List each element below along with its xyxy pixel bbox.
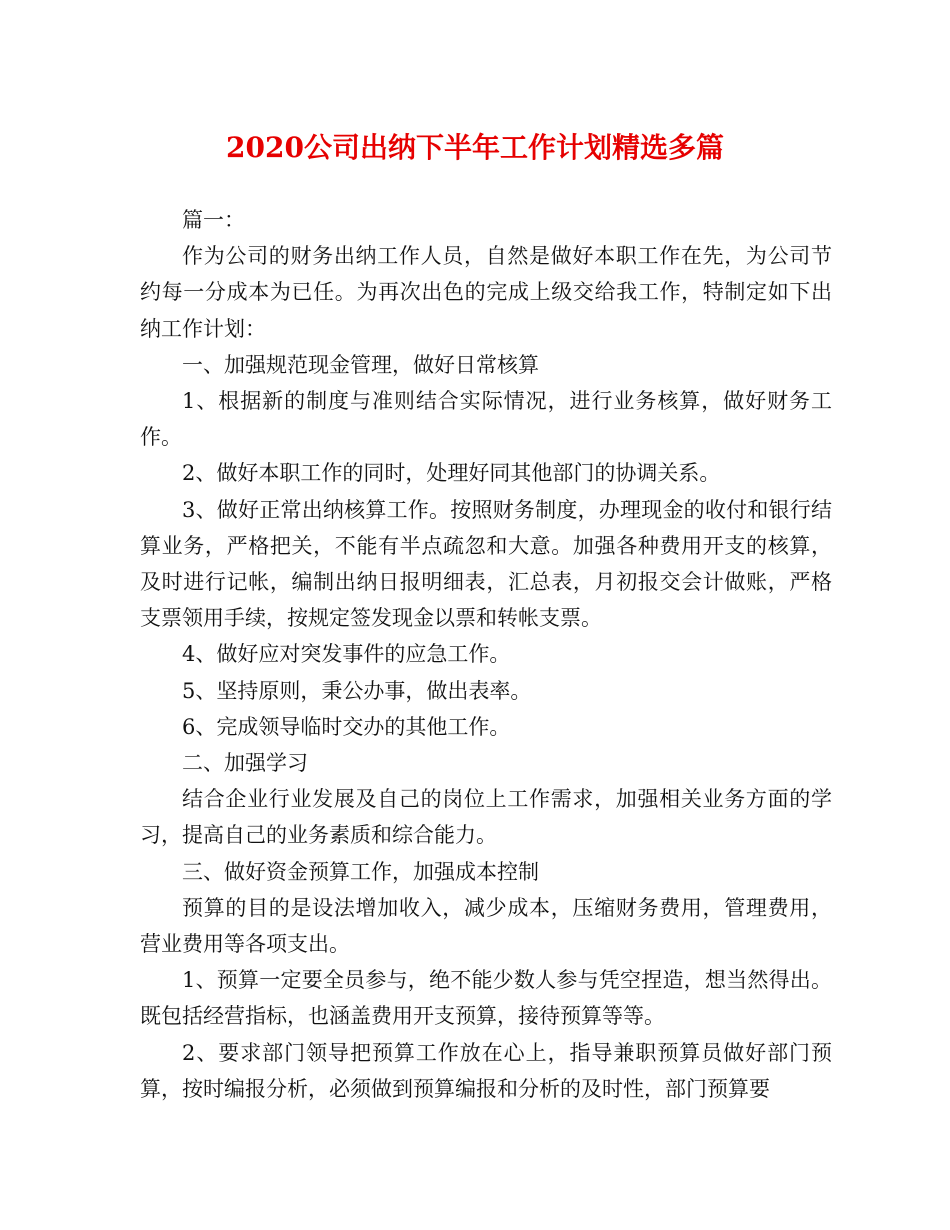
list-item: 1、根据新的制度与准则结合实际情况，进行业务核算，做好财务工作。 [140, 389, 832, 450]
list-item: 2、做好本职工作的同时，处理好同其他部门的协调关系。 [182, 461, 721, 486]
paragraph: 预算的目的是设法增加收入，减少成本，压缩财务费用，管理费用，营业费用等各项支出。 [140, 895, 832, 957]
paragraph: 篇一： [182, 208, 245, 232]
list-item: 4、做好应对突发事件的应急工作。 [182, 642, 511, 667]
paragraph: 作为公司的财务出纳工作人员，自然是做好本职工作在先，为公司节约每一分成本为已任。为再次出色的完成上级交给我工作，特制定如下出纳工作计划： [140, 244, 832, 341]
list-item: 6、完成领导临时交办的其他工作。 [182, 714, 511, 739]
document-title: 2020公司出纳下半年工作计划精选多篇 [226, 131, 724, 164]
section-heading: 一、加强规范现金管理，做好日常核算 [182, 352, 539, 377]
list-item: 1、预算一定要全员参与，绝不能少数人参与凭空捏造，想当然得出。既包括经营指标，也涵盖费用开支预算，接待预算等等。 [140, 968, 832, 1029]
list-item: 5、坚持原则，秉公办事，做出表率。 [182, 678, 532, 703]
section-heading: 二、加强学习 [182, 751, 308, 776]
list-item: 3、做好正常出纳核算工作。按照财务制度，办理现金的收付和银行结算业务，严格把关，不能有半点疏忽和大意。加强各种费用开支的核算，及时进行记帐，编制出纳日报明细表，汇总表，月初报交会计做账，严格支票领用手续，按规定签发现金以票和转帐支票。 [140, 497, 832, 631]
document-body [140, 202, 832, 1107]
list-item: 2、要求部门领导把预算工作放在心上，指导兼职预算员做好部门预算，按时编报分析，必须做到预算编报和分析的及时性，部门预算要 [140, 1040, 832, 1101]
paragraph: 结合企业行业发展及自己的岗位上工作需求，加强相关业务方面的学习，提高自己的业务素质和综合能力。 [140, 787, 832, 848]
section-heading: 三、做好资金预算工作，加强成本控制 [182, 859, 539, 884]
